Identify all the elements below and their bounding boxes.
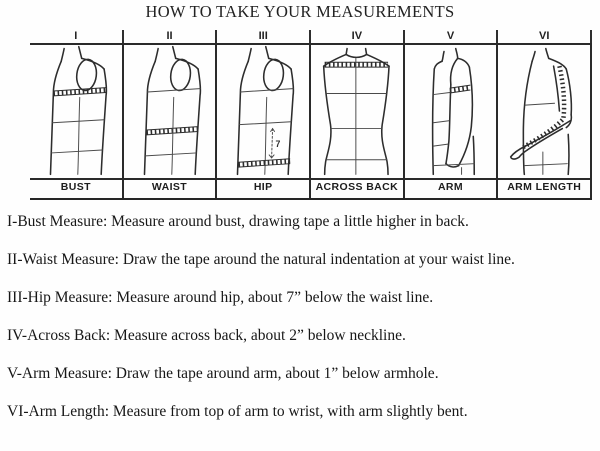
page-title: HOW TO TAKE YOUR MEASUREMENTS [145, 2, 455, 21]
panel-waist [124, 45, 218, 178]
figure-row [30, 43, 592, 178]
panel-label-across-back: ACROSS BACK [311, 180, 405, 198]
panel-label-bust: BUST [30, 180, 124, 198]
panel-label-waist: WAIST [124, 180, 218, 198]
panel-arm [405, 45, 499, 178]
panel-numeral-3: III [217, 30, 311, 43]
panel-numeral-5: V [405, 30, 499, 43]
instruction-list [7, 212, 595, 440]
instruction-hip: III-Hip Measure: Measure around hip, about 7” below the waist line. [7, 289, 434, 306]
bust-figure-drawing [30, 45, 122, 178]
instruction-across-back: IV-Across Back: Measure across back, about 2” below neckline. [7, 327, 406, 344]
instruction-arm-length: VI-Arm Length: Measure from top of arm to wrist, with arm slightly bent. [7, 403, 468, 420]
arm-length-figure-drawing [498, 45, 590, 178]
across-back-figure-drawing [311, 45, 403, 178]
instruction-bust: I-Bust Measure: Measure around bust, drawing tape a little higher in back. [7, 213, 469, 230]
panel-label-arm: ARM [405, 180, 499, 198]
label-row [30, 178, 592, 200]
hip-depth-annotation: 7 [275, 139, 281, 150]
instruction-waist: II-Waist Measure: Draw the tape around the natural indentation at your waist line. [7, 251, 515, 268]
panel-across-back [311, 45, 405, 178]
panel-numeral-1: I [30, 30, 124, 43]
instruction-arm: V-Arm Measure: Draw the tape around arm, about 1” below armhole. [7, 365, 439, 382]
hip-figure-drawing [217, 45, 309, 178]
panel-arm-length [498, 45, 592, 178]
numeral-row [30, 26, 592, 43]
panel-hip [217, 45, 311, 178]
panel-numeral-6: VI [498, 30, 592, 43]
arm-figure-drawing [405, 45, 497, 178]
panel-numeral-2: II [124, 30, 218, 43]
panel-numeral-4: IV [311, 30, 405, 43]
waist-figure-drawing [124, 45, 216, 178]
panel-label-hip: HIP [217, 180, 311, 198]
panel-label-arm-length: ARM LENGTH [498, 180, 592, 198]
panel-bust [30, 45, 124, 178]
measurement-diagram [30, 26, 592, 200]
